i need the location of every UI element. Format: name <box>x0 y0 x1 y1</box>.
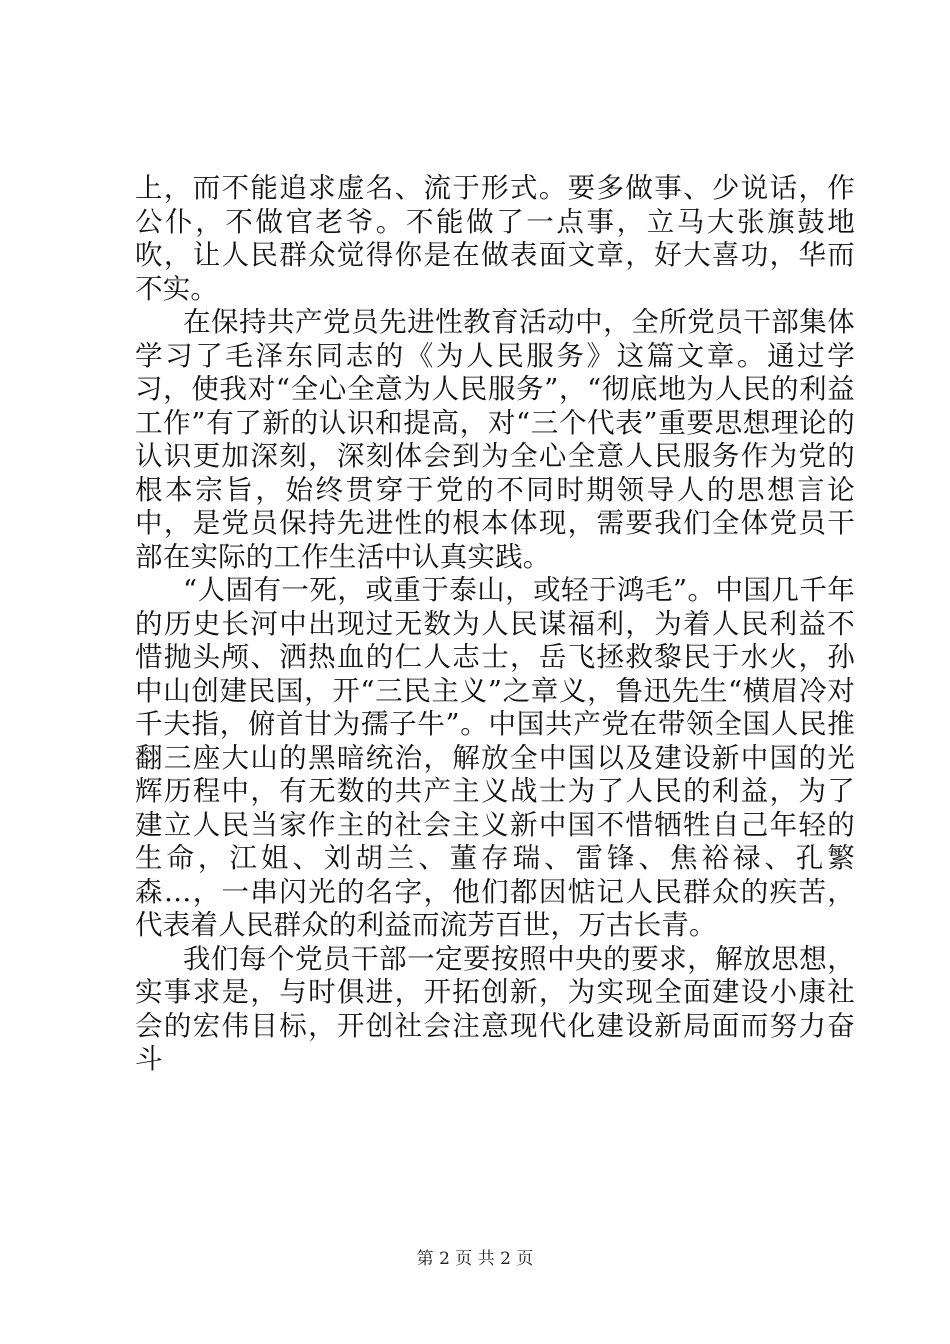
paragraph-3: “人固有一死，或重于泰山，或轻于鸿毛”。中国几千年的历史长河中出现过无数为人民谋福利，为着人民利益不惜抛头颅、洒热血的仁人志士，岳飞拯救黎民于水火，孙中山创建民国，开“三民主义”之章义，鲁迅先生“横眉冷对千夫指，俯首甘为孺子牛”。中国共产党在带领全国人民推翻三座大山的黑暗统治，解放全中国以及建设新中国的光辉历程中，有无数的共产主义战士为了人民的利益，为了建立人民当家作主的社会主义新中国不惜牺牲自己年轻的生命，江姐、刘胡兰、董存瑞、雷锋、焦裕禄、孔繁森…，一串闪光的名字，他们都因惦记人民群众的疾苦，代表着人民群众的利益而流芳百世，万古长青。 <box>135 574 855 941</box>
document-body <box>135 172 855 1077</box>
page-footer: 第 2 页 共 2 页 <box>416 1249 534 1269</box>
paragraph-2: 在保持共产党员先进性教育活动中，全所党员干部集体学习了毛泽东同志的《为人民服务》这篇文章。通过学习，使我对“全心全意为人民服务”，“彻底地为人民的利益工作”有了新的认识和提高，对“三个代表”重要思想理论的认识更加深刻，深刻体会到为全心全意人民服务作为党的根本宗旨，始终贯穿于党的不同时期领导人的思想言论中，是党员保持先进性的根本体现，需要我们全体党员干部在实际的工作生活中认真实践。 <box>135 306 855 573</box>
paragraph-1: 上，而不能追求虚名、流于形式。要多做事、少说话，作公仆，不做官老爷。不能做了一点事，立马大张旗鼓地吹，让人民群众觉得你是在做表面文章，好大喜功，华而不实。 <box>135 172 855 305</box>
paragraph-4: 我们每个党员干部一定要按照中央的要求，解放思想，实事求是，与时俱进，开拓创新，为实现全面建设小康社会的宏伟目标，开创社会注意现代化建设新局面而努力奋斗 <box>135 942 855 1075</box>
